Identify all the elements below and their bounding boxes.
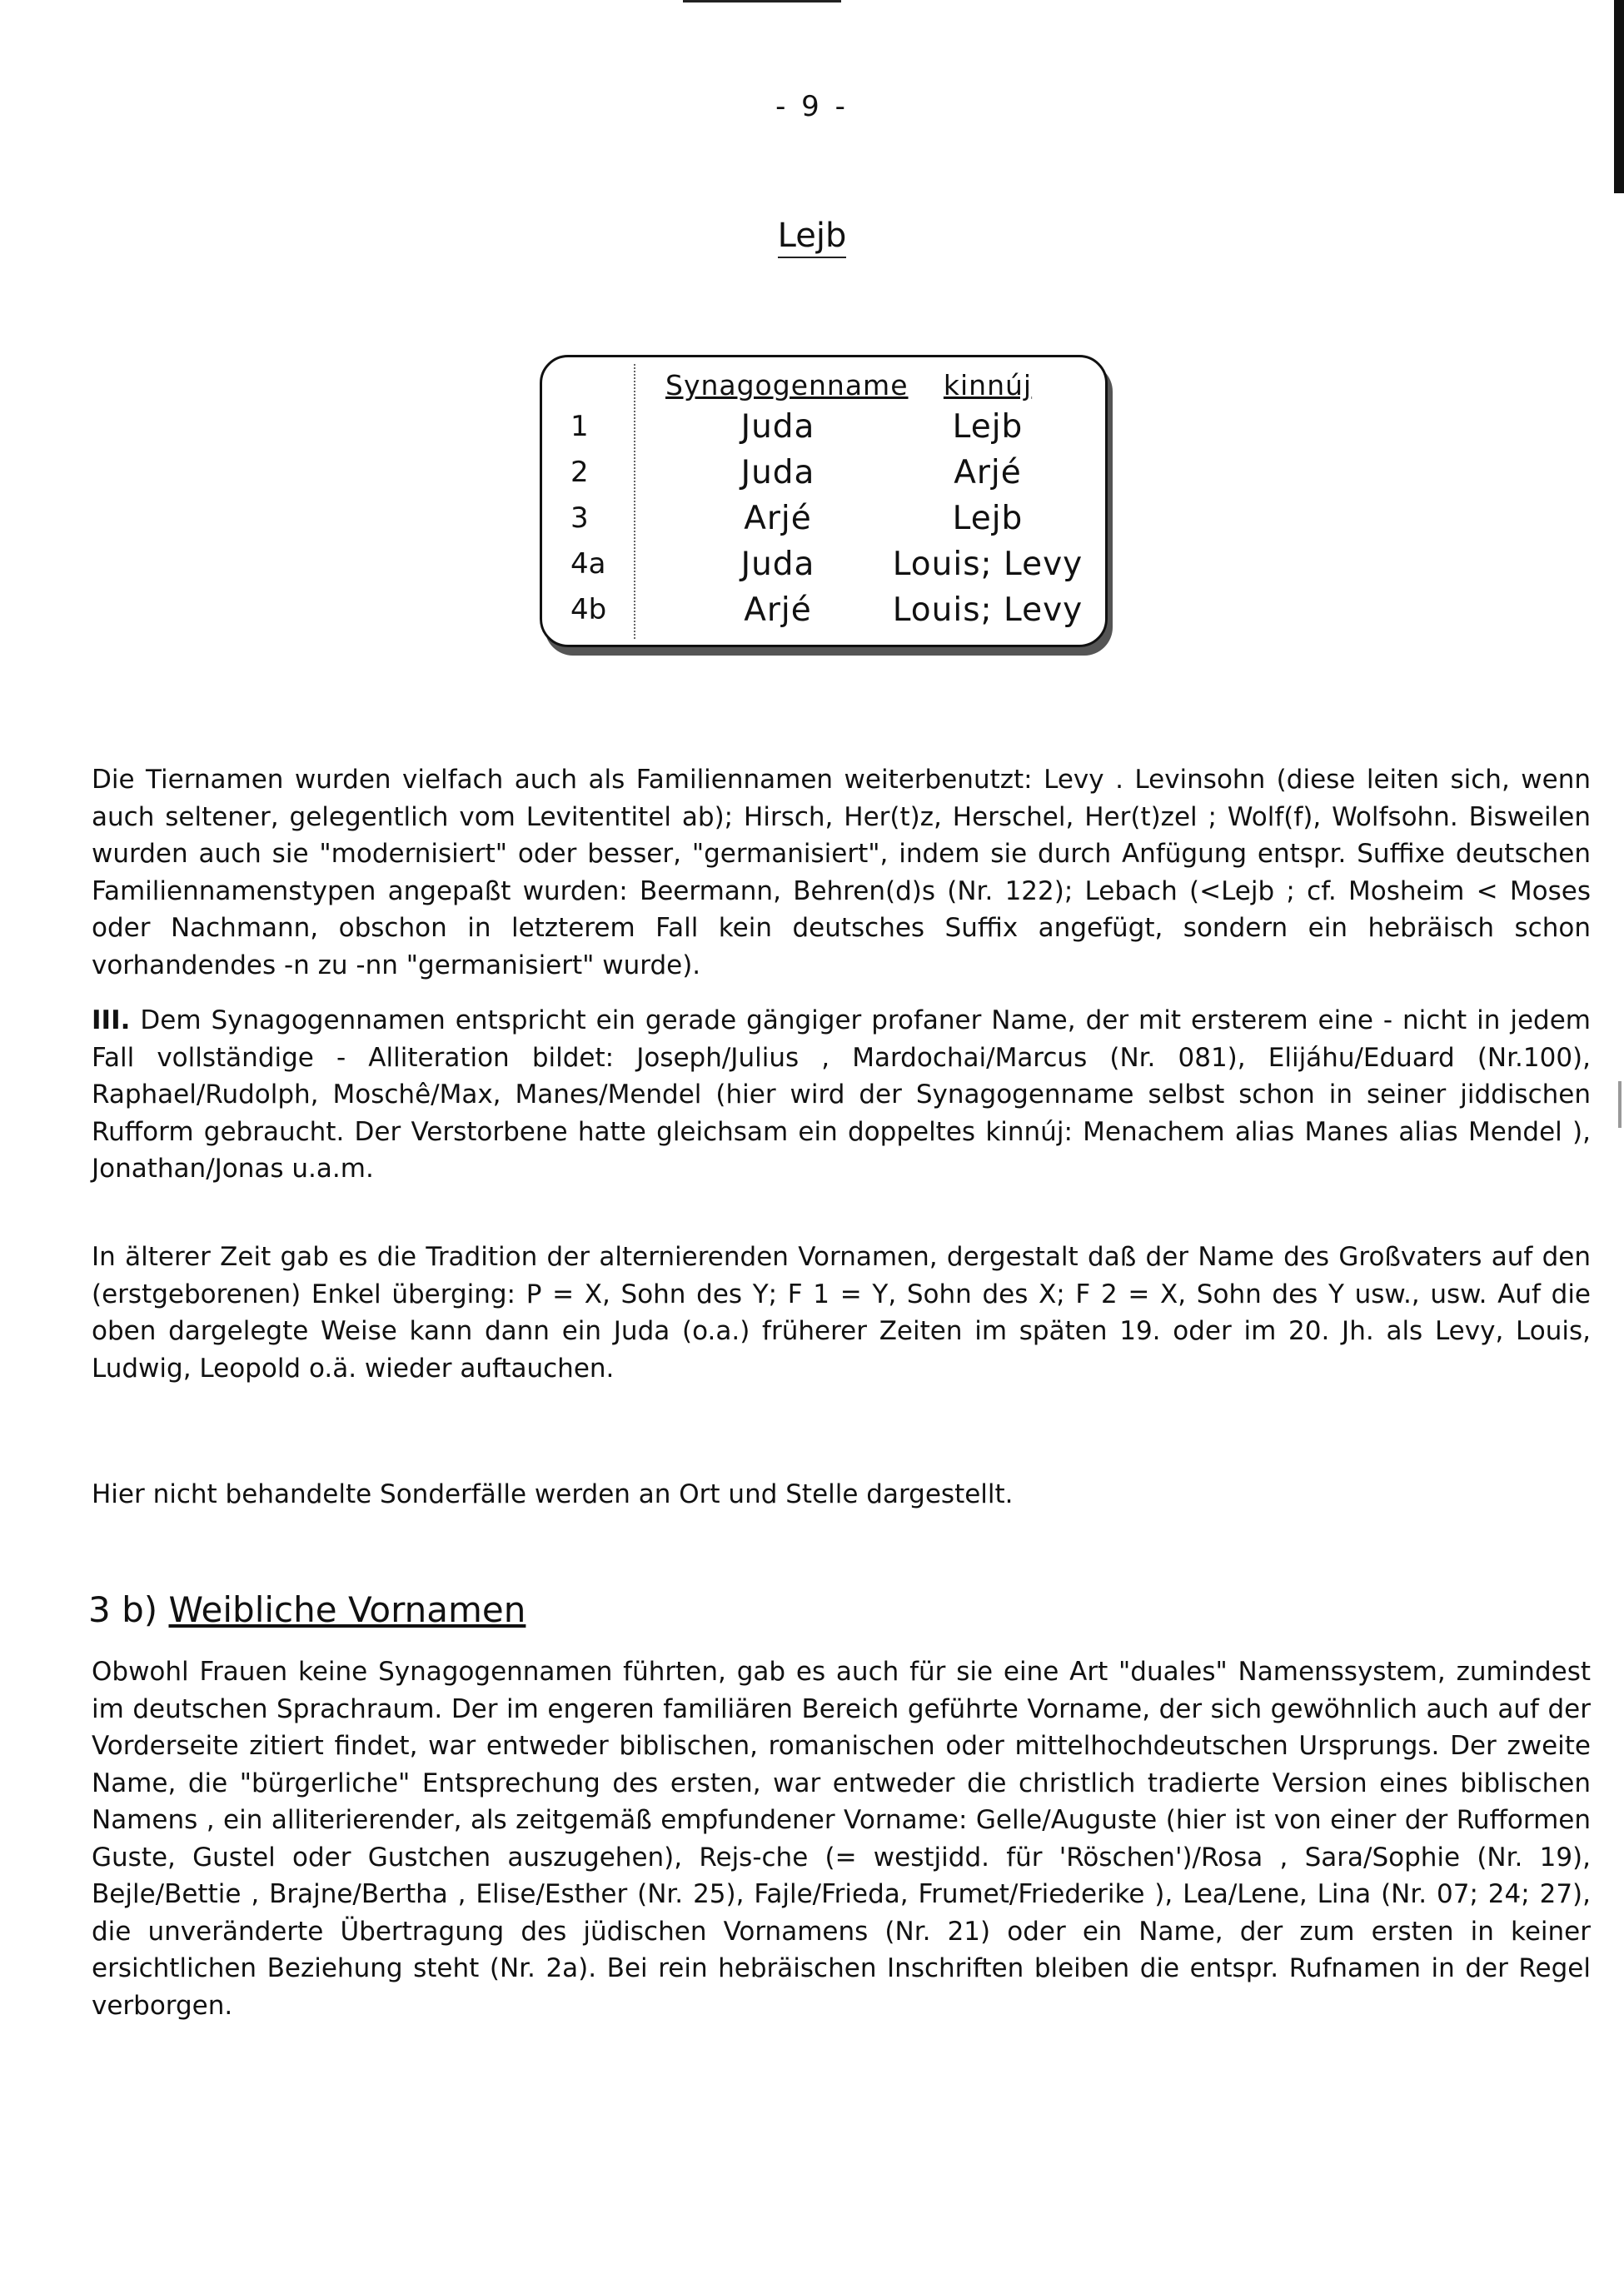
paragraph-text: Die Tiernamen wurden vielfach auch als Familiennamen weiterbenutzt: Levy . Levinsohn (diese leiten sich, wenn auch seltener, gelegentlich vom Levitentitel ab); Hirsch, Her(t)z, Herschel, Her(t)zel ; Wolf(f), Wolfsohn. Bisweilen wurden auch sie "modernisiert" oder besser, "germanisiert", indem sie durch Anfügung entspr. Suffixe deutschen Familiennamenstypen angepaßt wurden: Beermann, Behren(d)s (Nr. 122); Lebach (<Lejb ; cf. Mosheim < Moses oder Nachmann, obschon in letzterem Fall kein deutsches Suffix angefügt, sondern ein hebräisch schon vorhandendes -n zu -nn "germanisiert" wurde). bbox=[92, 765, 1591, 980]
paragraph-iii bbox=[92, 1002, 1591, 1188]
paragraph-text: Hier nicht behandelte Sonderfälle werden an Ort und Stelle dargestellt. bbox=[92, 1479, 1014, 1509]
paragraph-female-names bbox=[92, 1653, 1591, 2024]
table-row bbox=[542, 404, 1105, 450]
table-row bbox=[542, 587, 1105, 633]
table-row bbox=[542, 496, 1105, 541]
row-number: 4b bbox=[570, 593, 607, 626]
table-row bbox=[542, 541, 1105, 587]
paragraph-alternating-names bbox=[92, 1239, 1591, 1387]
kinnuj-name: Arjé bbox=[954, 454, 1022, 491]
kinnuj-name: Lejb bbox=[952, 500, 1024, 537]
header-cell-synagogue bbox=[665, 362, 909, 408]
synagogue-name: Arjé bbox=[744, 500, 812, 537]
header-synagogue-label: Synagogenname bbox=[665, 369, 909, 401]
page-title bbox=[0, 217, 1624, 255]
paragraph-text bbox=[92, 1002, 1591, 1188]
section-label-iii: III. bbox=[92, 1005, 131, 1035]
title-text: Lejb bbox=[778, 217, 847, 258]
row-number: 4a bbox=[570, 547, 606, 581]
header-kinnuj-label: kinnúj bbox=[943, 369, 1033, 401]
paragraph-tiernamen bbox=[92, 761, 1591, 984]
row-number: 1 bbox=[570, 410, 589, 443]
top-rule bbox=[683, 0, 841, 2]
header-cell-kinnuj bbox=[875, 362, 1100, 408]
section-title: Weibliche Vornamen bbox=[168, 1589, 526, 1630]
table-row bbox=[542, 450, 1105, 496]
name-table bbox=[540, 355, 1108, 647]
section-number: 3 b) bbox=[88, 1589, 158, 1630]
paragraph-special-cases bbox=[92, 1476, 1591, 1514]
paragraph-text: In älterer Zeit gab es die Tradition der alternierenden Vornamen, dergestalt daß der Name des Großvaters auf den (erstgeborenen) Enkel überging: P = X, Sohn des Y; F 1 = Y, Sohn des X; F 2 = X, Sohn des Y usw., usw. Auf die oben dargelegte Weise kann dann ein Juda (o.a.) früherer Zeiten im späten 19. oder im 20. Jh. als Levy, Louis, Ludwig, Leopold o.ä. wieder auftauchen. bbox=[92, 1242, 1591, 1384]
paragraph-text: Obwohl Frauen keine Synagogennamen führten, gab es auch für sie eine Art "duales" Namenssystem, zumindest im deutschen Sprachraum. Der im engeren familiären Bereich geführte Vorname, der sich gewöhnlich auch auf der Vorderseite zitiert findet, war entweder biblischen, romanischen oder mittelhochdeutschen Ursprungs. Der zweite Name, die "bürgerliche" Entsprechung des ersten, war entweder die christlich tradierte Version eines biblischen Namens , ein alliterierender, als zeitgemäß empfundener Vorname: Gelle/Auguste (hier ist von einer der Rufformen Guste, Gustel oder Gustchen auszugehen), Rejs-che (= westjidd. für 'Röschen')/Rosa , Sara/Sophie (Nr. 19), Bejle/Bettie , Brajne/Bertha , Elise/Esther (Nr. 25), Fajle/Frieda, Frumet/Friederike ), Lea/Lene, Lina (Nr. 07; 24; 27), die unveränderte Übertragung des jüdischen Vornamens (Nr. 21) oder ein Name, der zum ersten in keiner ersichtlichen Beziehung steht (Nr. 2a). Bei rein hebräischen Inschriften bleiben die entspr. Rufnamen in der Regel verborgen. bbox=[92, 1657, 1591, 2021]
row-number: 2 bbox=[570, 456, 589, 489]
section-heading bbox=[88, 1589, 526, 1630]
synagogue-name: Juda bbox=[740, 408, 815, 446]
scan-edge-tick bbox=[1618, 1081, 1622, 1128]
synagogue-name: Arjé bbox=[744, 591, 812, 629]
paragraph-iii-body: Dem Synagogennamen entspricht ein gerade gängiger profaner Name, der mit ersterem eine - nicht in jedem Fall vollständige - Alliteration bildet: Joseph/Julius , Mardochai/Marcus (Nr. 081), Elijáhu/Eduard (Nr.100), Raphael/Rudolph, Moschê/Max, Manes/Mendel (hier wird der Synagogenname selbst schon in seiner jiddischen Rufform gebraucht. Der Verstorbene hatte gleichsam ein doppeltes kinnúj: Menachem alias Manes alias Mendel ), Jonathan/Jonas u.a.m. bbox=[92, 1005, 1591, 1184]
page-number: - 9 - bbox=[775, 90, 849, 123]
row-number: 3 bbox=[570, 501, 589, 535]
synagogue-name: Juda bbox=[740, 454, 815, 491]
table-header-row bbox=[542, 362, 1105, 408]
kinnuj-name: Lejb bbox=[952, 408, 1024, 446]
synagogue-name: Juda bbox=[740, 546, 815, 583]
kinnuj-name: Louis; Levy bbox=[892, 591, 1083, 629]
kinnuj-name: Louis; Levy bbox=[892, 546, 1083, 583]
